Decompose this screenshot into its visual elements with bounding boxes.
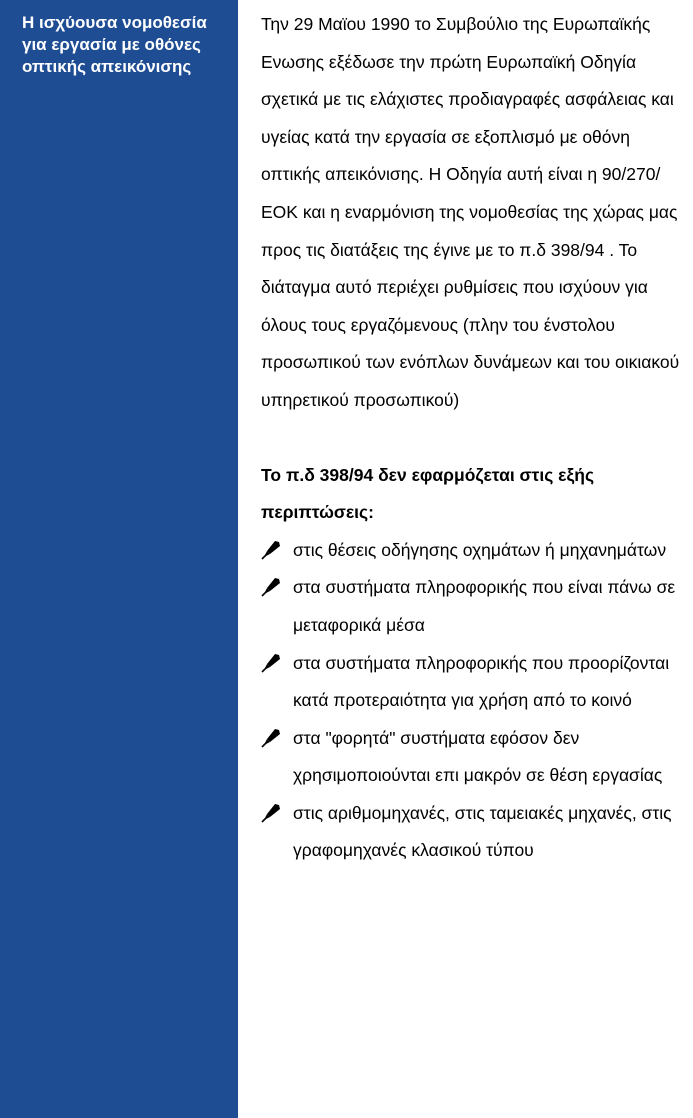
list-item (261, 532, 686, 570)
list-item-text: στα "φορητά" συστήματα εφόσον δεν χρησιμοποιούνται επι μακρόν σε θέση εργασίας (293, 727, 663, 786)
list-item-text: στις αριθμομηχανές, στις ταμειακές μηχανές, στις γραφομηχανές κλασικού τύπου (293, 802, 672, 861)
pen-nib-icon (261, 540, 281, 560)
pen-nib-icon (261, 577, 281, 597)
list-item-text: στα συστήματα πληροφορικής που προορίζονται κατά προτεραιότητα για χρήση από το κοινό (293, 652, 670, 711)
list-item (261, 645, 686, 720)
exceptions-list (261, 532, 686, 870)
list-item (261, 795, 686, 870)
list-item-text: στις θέσεις οδήγησης οχημάτων ή μηχανημάτων (293, 539, 667, 560)
list-item (261, 569, 686, 644)
list-item-text: στα συστήματα πληροφορικής που είναι πάνω σε μεταφορικά μέσα (293, 577, 676, 635)
exceptions-heading: Το π.δ 398/94 δεν εφαρμόζεται στις εξής περιπτώσεις: (261, 464, 595, 523)
sidebar-panel (0, 0, 238, 1118)
pen-nib-icon (261, 728, 281, 748)
pen-nib-icon (261, 653, 281, 673)
list-item (261, 720, 686, 795)
pen-nib-icon (261, 803, 281, 823)
intro-paragraph: Την 29 Μαϊου 1990 το Συμβούλιο της Ευρωπαϊκής Ενωσης εξέδωσε την πρώτη Ευρωπαϊκή Οδηγία σχετικά με τις ελάχιστες προδιαγραφές ασφάλειας και υγείας κατά την εργασία σε εξοπλισμό με οθόνη οπτικής απεικόνισης. Η Οδηγία αυτή είναι η 90/270/ΕΟΚ και η εναρμόνιση της νομοθεσίας της χώρας μας προς τις διατάξεις της έγινε με το π.δ 398/94 . Το διάταγμα αυτό περιέχει ρυθμίσεις που ισχύουν για όλους τους εργαζόμενους (πλην του ένστολου προσωπικού των ενόπλων δυνάμεων και του οικιακού υπηρετικού προσωπικού) (261, 14, 680, 410)
sidebar-title: Η ισχύουσα νομοθεσία για εργασία με οθόνες οπτικής απεικόνισης (22, 13, 207, 76)
main-content (261, 6, 686, 870)
